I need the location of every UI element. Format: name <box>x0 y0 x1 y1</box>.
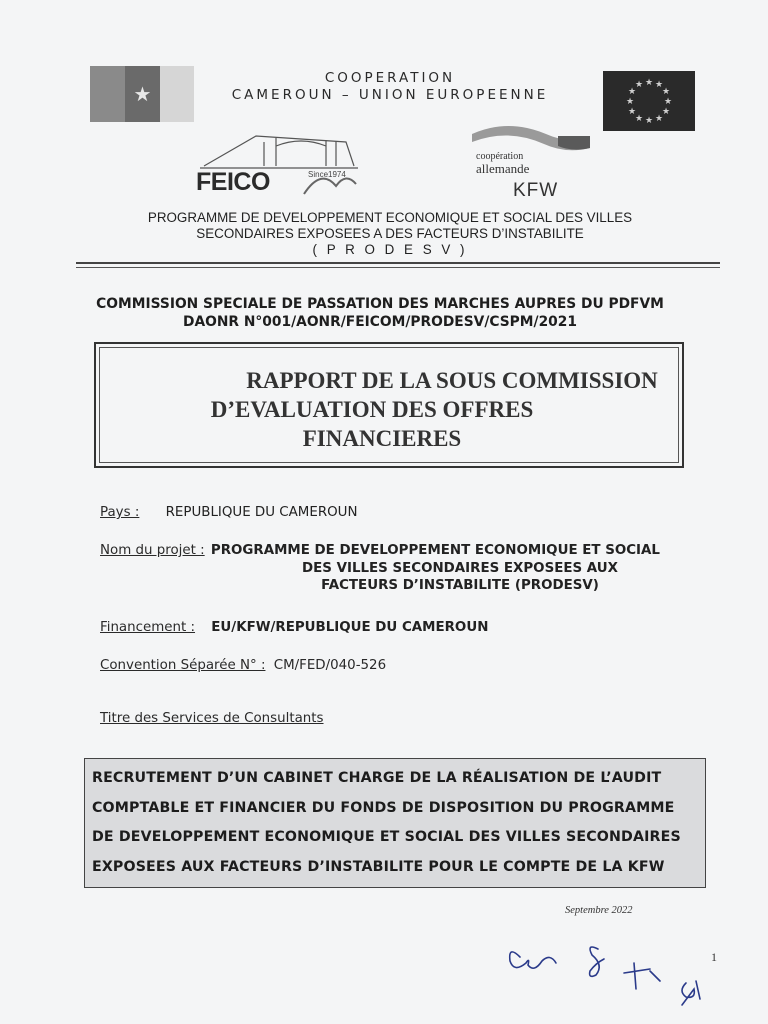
projet-field <box>100 543 660 558</box>
kfw-allemande: allemande <box>476 161 530 176</box>
pays-field <box>100 505 357 520</box>
commission-line-1: COMMISSION SPECIALE DE PASSATION DES MARCHES AUPRES DU PDFVM <box>96 296 664 312</box>
programme-acronym: ( P R O D E S V ) <box>312 242 468 257</box>
pays-value: REPUBLIQUE DU CAMEROUN <box>165 505 358 520</box>
feicom-logo <box>196 128 366 198</box>
titre-field <box>100 711 324 726</box>
feicom-since: Since1974 <box>308 170 346 179</box>
kfw-logo <box>468 120 598 200</box>
projet-continuation <box>240 560 680 594</box>
cooperation-title: COOPERATION <box>324 70 456 86</box>
convention-value: CM/FED/040-526 <box>273 658 387 673</box>
financement-field <box>100 620 488 635</box>
projet-label: Nom du projet : <box>100 543 205 558</box>
services-line-3: DE DEVELOPPEMENT ECONOMIQUE ET SOCIAL DES VILLES SECONDAIRES <box>92 829 681 845</box>
pays-label: Pays : <box>100 505 140 520</box>
services-title <box>92 764 704 882</box>
financement-value: EU/KFW/REPUBLIQUE DU CAMEROUN <box>211 620 489 635</box>
report-title-line-3: FINANCIERES <box>302 426 462 451</box>
cameroon-flag-icon: ★ <box>90 66 194 122</box>
svg-text:★: ★ <box>625 97 635 107</box>
cooperation-header <box>190 70 590 104</box>
services-line-4: EXPOSEES AUX FACTEURS D’INSTABILITE POUR LE COMPTE DE LA KFW <box>92 858 665 875</box>
report-title-line-2: D’EVALUATION DES OFFRES <box>210 397 534 422</box>
svg-text:★: ★ <box>634 80 644 90</box>
header-divider <box>76 262 720 264</box>
projet-line-2: DES VILLES SECONDAIRES EXPOSEES AUX <box>302 561 618 576</box>
svg-text:★: ★ <box>654 114 664 124</box>
svg-text:★: ★ <box>663 97 673 107</box>
svg-text:★: ★ <box>634 114 644 124</box>
svg-text:★: ★ <box>644 78 654 88</box>
financement-label: Financement : <box>100 620 196 635</box>
commission-line-2: DAONR N°001/AONR/FEICOM/PRODESV/CSPM/2021 <box>183 314 577 330</box>
kfw-cooperation: coopération <box>476 151 524 162</box>
titre-label: Titre des Services de Consultants <box>100 711 324 726</box>
svg-text:★: ★ <box>654 80 664 90</box>
svg-text:★: ★ <box>644 116 654 126</box>
feicom-name: FEICO <box>196 168 270 196</box>
page-number: 1 <box>711 950 717 964</box>
commission-heading <box>60 295 700 331</box>
svg-text:★: ★ <box>627 107 637 117</box>
services-line-1: RECRUTEMENT D’UN CABINET CHARGE DE LA RÉALISATION DE L’AUDIT <box>92 770 662 786</box>
kfw-name: KFW <box>513 180 559 201</box>
services-line-2: COMPTABLE ET FINANCIER DU FONDS DE DISPOSITION DU PROGRAMME <box>92 799 675 816</box>
projet-line-3: FACTEURS D’INSTABILITE (PRODESV) <box>321 578 599 593</box>
programme-line-1: PROGRAMME DE DEVELOPPEMENT ECONOMIQUE ET SOCIAL DES VILLES <box>147 210 633 225</box>
programme-title <box>90 210 690 258</box>
convention-label: Convention Séparée N° : <box>100 658 266 673</box>
svg-text:★: ★ <box>661 87 671 97</box>
svg-text:★: ★ <box>661 107 671 117</box>
eu-flag-icon <box>603 71 695 131</box>
cooperation-partners: CAMEROUN – UNION EUROPEENNE <box>231 87 549 103</box>
convention-field <box>100 658 386 673</box>
report-title <box>140 366 700 453</box>
header-divider-secondary <box>76 267 720 268</box>
programme-line-2: SECONDAIRES EXPOSEES A DES FACTEURS D’INSTABILITE <box>196 226 584 241</box>
signature-initials-icon <box>500 935 720 1015</box>
document-date: Septembre 2022 <box>565 905 633 916</box>
projet-line-1: PROGRAMME DE DEVELOPPEMENT ECONOMIQUE ET SOCIAL <box>210 543 660 558</box>
report-title-line-1: RAPPORT DE LA SOUS COMMISSION <box>246 368 658 393</box>
svg-text:★: ★ <box>627 87 637 97</box>
